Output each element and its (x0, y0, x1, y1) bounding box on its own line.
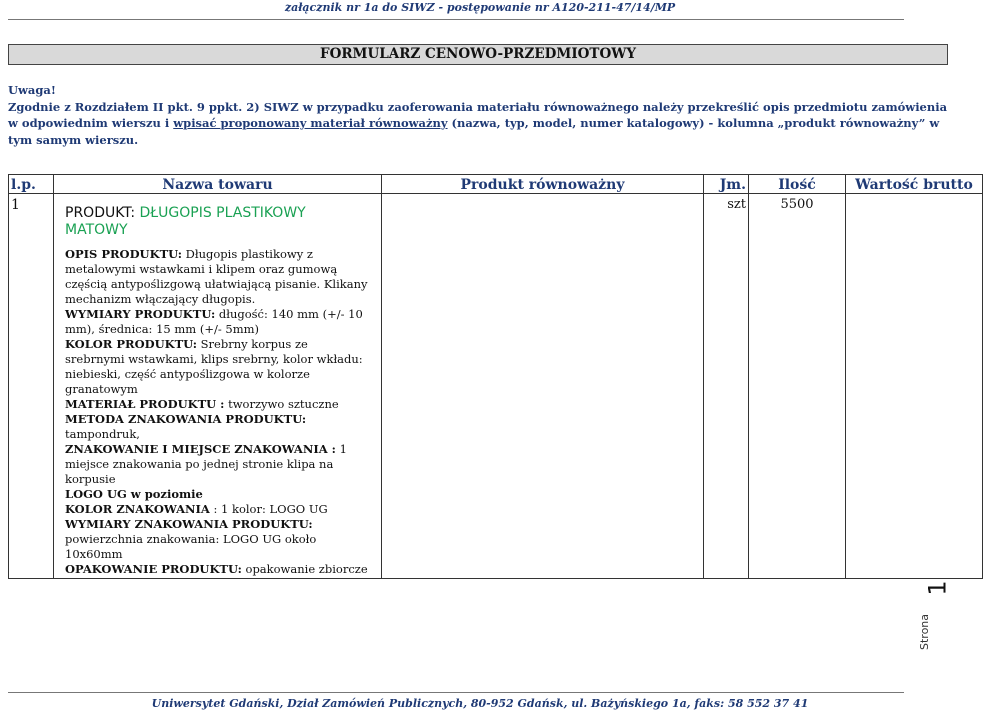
header-alt: Produkt równoważny (382, 175, 704, 194)
description-line (65, 247, 370, 307)
description-line-label: MATERIAŁ PRODUKTU : (65, 397, 225, 411)
table-header-row (9, 175, 983, 194)
description-line (65, 502, 370, 517)
header-name: Nazwa towaru (54, 175, 382, 194)
description-line (65, 442, 370, 487)
page-number-box (918, 560, 955, 650)
description-line (65, 397, 370, 412)
description-line-label: WYMIARY ZNAKOWANIA PRODUKTU: (65, 517, 313, 531)
description-line-text: długość: 140 mm (+/- 10 mm), średnica: 15 mm (+/- 5mm) (65, 307, 363, 336)
row-unit: szt (704, 194, 749, 579)
description-line-label: LOGO UG w poziomie (65, 487, 203, 501)
price-table (8, 174, 983, 579)
row-description (54, 194, 382, 579)
description-line-text: : 1 kolor: LOGO UG (209, 502, 328, 516)
description-lines (65, 247, 370, 577)
header-lp: l.p. (9, 175, 54, 194)
description-line-text: opakowanie zbiorcze (241, 562, 368, 576)
product-title (65, 205, 370, 239)
note-text-part-2: (nazwa, typ, model, numer katalogowy) - kolumna „produkt równoważny” w tym samym wierszu. (8, 116, 940, 147)
product-name: DŁUGOPIS PLASTIKOWY MATOWY (65, 205, 306, 238)
row-lp: 1 (9, 194, 54, 579)
note-text (8, 99, 952, 149)
description-line-text: tampondruk, (65, 427, 140, 441)
description-line (65, 412, 370, 442)
page-label: Strona (918, 613, 931, 650)
header-value: Wartość brutto (846, 175, 983, 194)
note-underlined-phrase: wpisać proponowany materiał równoważny (173, 116, 448, 130)
description-line (65, 307, 370, 337)
note-text-part-1: Zgodnie z Rozdziałem II pkt. 9 ppkt. 2) SIWZ w przypadku zaoferowania materiału równoważnego należy przekreślić opis przedmiotu zamówienia w odpowiednim wierszu i (8, 99, 948, 130)
description-line-label: ZNAKOWANIE I MIEJSCE ZNAKOWANIA : (65, 442, 336, 456)
footer-rule (8, 692, 904, 693)
description-line-text: Srebrny korpus ze srebrnymi wstawkami, klips srebrny, kolor wkładu: niebieski, część antypoślizgowa w kolorze granatowym (65, 337, 363, 396)
description-line-label: OPAKOWANIE PRODUKTU: (65, 562, 242, 576)
table-row (9, 194, 983, 579)
product-label: PRODUKT: (65, 205, 140, 221)
note-block (8, 82, 952, 148)
description-line (65, 487, 370, 502)
description-line-label: OPIS PRODUKTU: (65, 247, 182, 261)
description-line (65, 337, 370, 397)
description-line-text: 1 miejsce znakowania po jednej stronie klipa na korpusie (65, 442, 347, 486)
row-qty: 5500 (749, 194, 846, 579)
description-line-label: WYMIARY PRODUKTU: (65, 307, 216, 321)
description-line-label: KOLOR PRODUKTU: (65, 337, 198, 351)
row-value-cell[interactable] (846, 194, 983, 579)
header-qty: Ilość (749, 175, 846, 194)
description-line-text: powierzchnia znakowania: LOGO UG około 10x60mm (65, 532, 317, 561)
description-line-text: Długopis plastikowy z metalowymi wstawkami i klipem oraz gumową częścią antypoślizgową ułatwiającą pisanie. Klikany mechanizm włączający długopis. (65, 247, 368, 306)
header-rule (8, 19, 904, 20)
description-line (65, 517, 370, 562)
form-title: FORMULARZ CENOWO-PRZEDMIOTOWY (8, 44, 948, 65)
description-line-text: tworzywo sztuczne (224, 397, 339, 411)
document-footer: Uniwersytet Gdański, Dział Zamówień Publicznych, 80-952 Gdańsk, ul. Bażyńskiego 1a, faks: 58 552 37 41 (151, 697, 809, 710)
description-line-label: KOLOR ZNAKOWANIA (65, 502, 210, 516)
note-title: Uwaga! (8, 83, 56, 97)
row-alt-product-cell[interactable] (382, 194, 704, 579)
page-number: 1 (923, 580, 952, 596)
description-line-label: METODA ZNAKOWANIA PRODUKTU: (65, 412, 307, 426)
description-line (65, 562, 370, 577)
document-header: załącznik nr 1a do SIWZ - postępowanie nr A120-211-47/14/MP (284, 1, 676, 14)
header-unit: Jm. (704, 175, 749, 194)
